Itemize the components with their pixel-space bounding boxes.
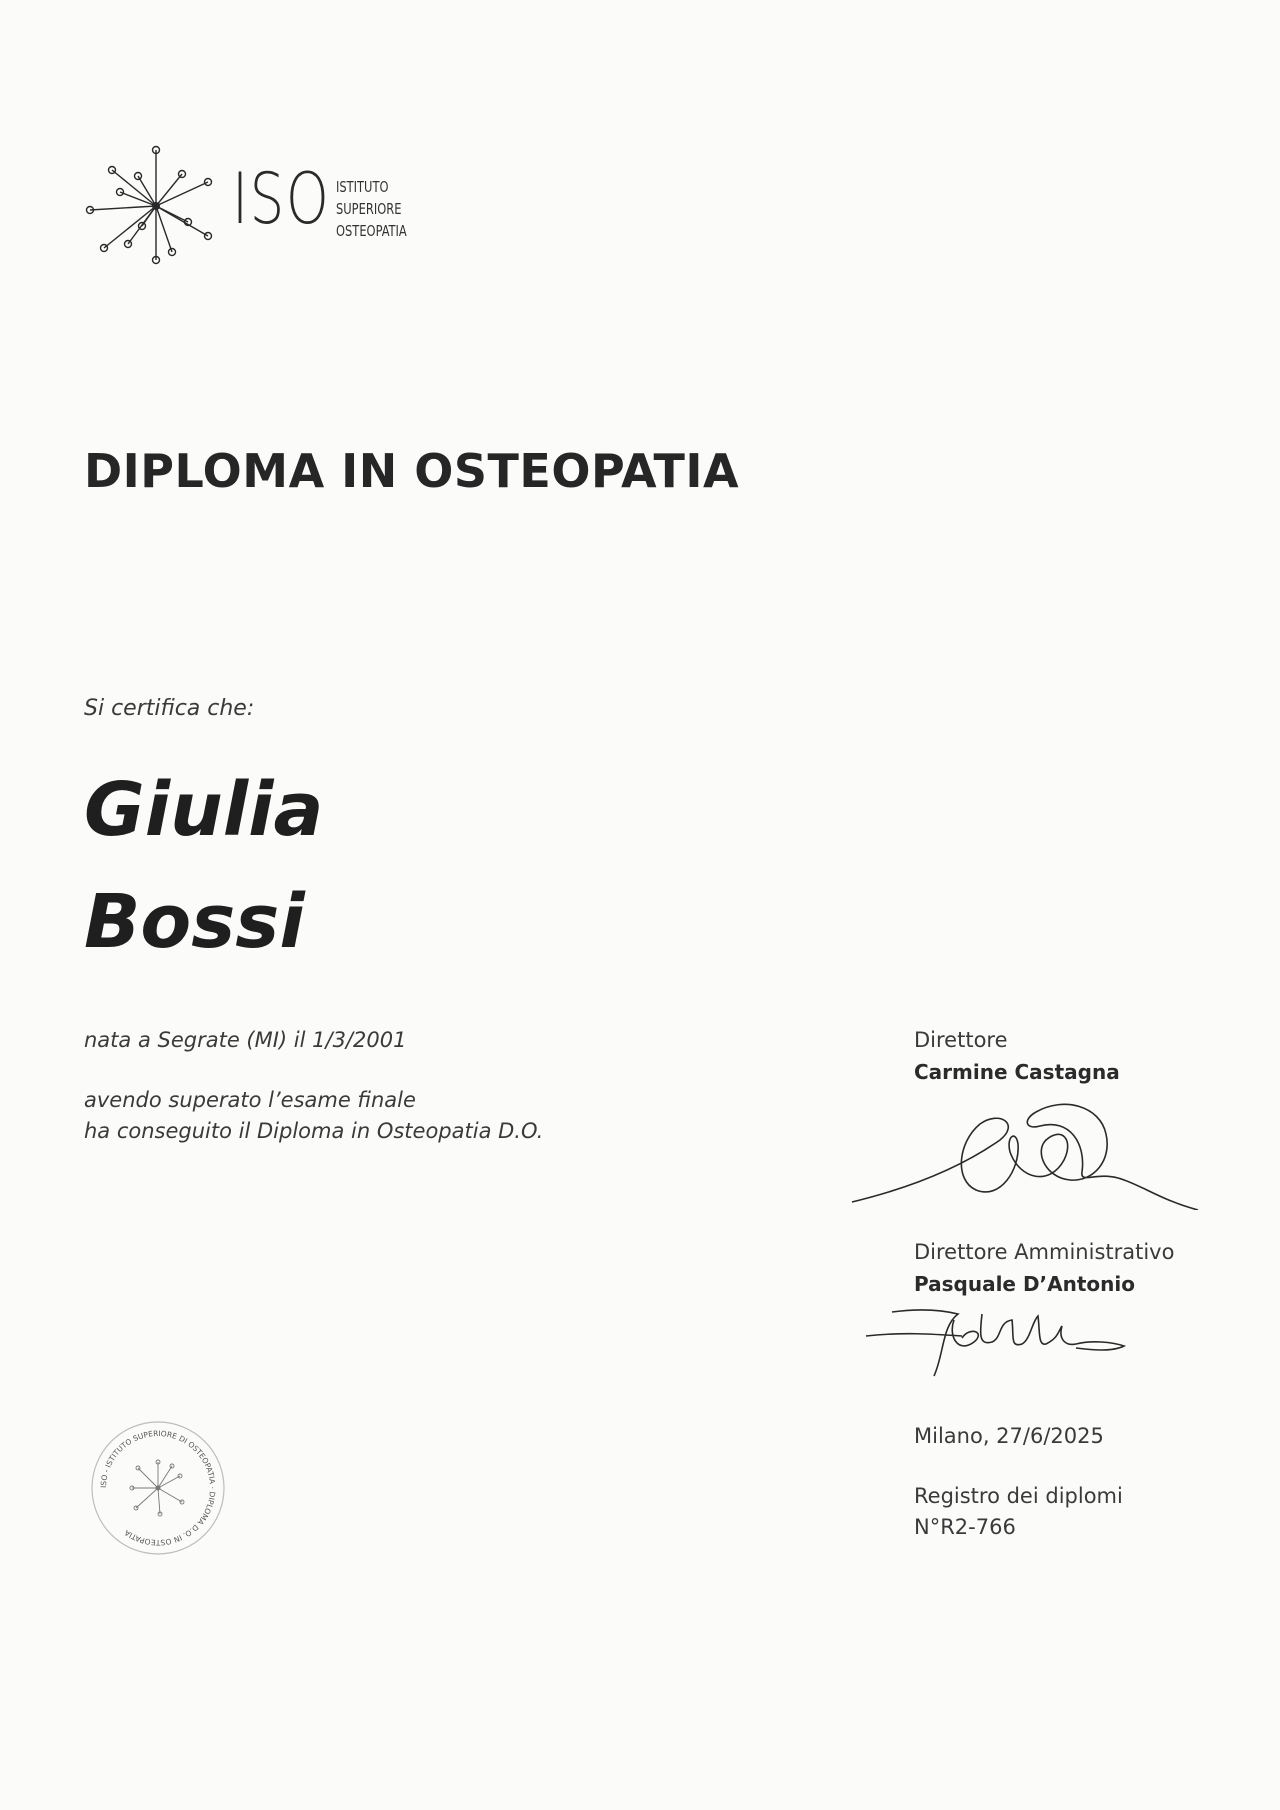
recipient-first-name: Giulia xyxy=(84,767,324,853)
admin-director-name: Pasquale D’Antonio xyxy=(914,1272,1136,1296)
institute-seal xyxy=(88,1418,228,1558)
registry-number: N°R2-766 xyxy=(914,1515,1016,1539)
director-signature xyxy=(850,1060,1200,1210)
recipient-last-name: Bossi xyxy=(84,879,305,965)
place-date: Milano, 27/6/2025 xyxy=(914,1424,1104,1448)
registry-label: Registro dei diplomi xyxy=(914,1484,1123,1508)
certifies-label: Si certifica che: xyxy=(84,696,255,721)
logo-wordmark: ISO xyxy=(232,158,331,240)
logo-institute-name xyxy=(336,176,407,242)
achievement-line-2: ha conseguito il Diploma in Osteopatia D.O. xyxy=(84,1119,544,1143)
birth-line: nata a Segrate (MI) il 1/3/2001 xyxy=(84,1028,407,1052)
admin-director-signature xyxy=(862,1292,1132,1378)
seal-text: ISO - ISTITUTO SUPERIORE DI OSTEOPATIA · DIPLOMA D.O. IN OSTEOPATIA xyxy=(98,1428,218,1548)
director-name: Carmine Castagna xyxy=(914,1060,1120,1084)
admin-director-role: Direttore Amministrativo xyxy=(914,1240,1175,1264)
achievement-line-1: avendo superato l’esame finale xyxy=(84,1088,416,1112)
director-role: Direttore xyxy=(914,1028,1008,1052)
logo-line-1: ISTITUTO xyxy=(336,178,389,196)
logo-line-3: OSTEOPATIA xyxy=(336,222,407,240)
logo-line-2: SUPERIORE xyxy=(336,200,402,218)
logo-starburst-icon xyxy=(84,140,214,270)
diploma-title: DIPLOMA IN OSTEOPATIA xyxy=(84,444,740,498)
institute-logo xyxy=(84,140,444,280)
